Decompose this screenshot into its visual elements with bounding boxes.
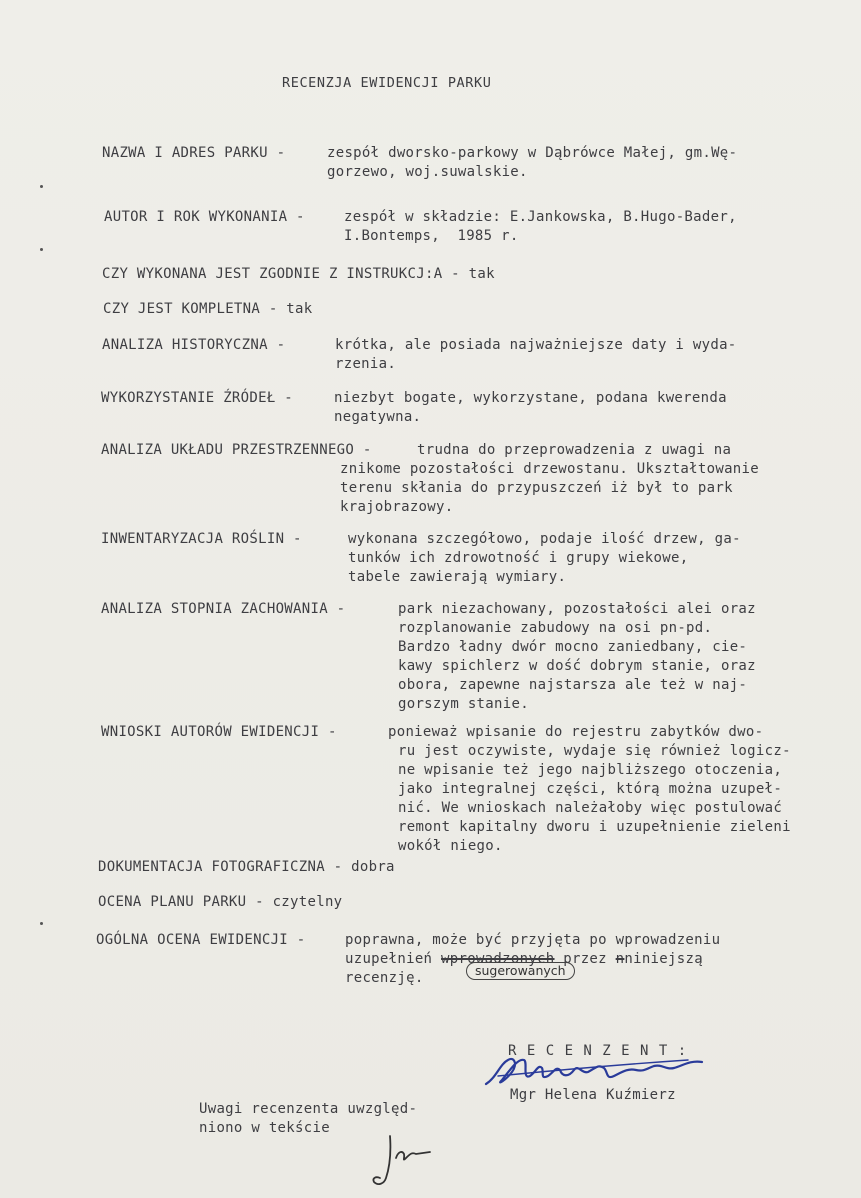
entry-text-rosliny: tunków ich zdrowotność i grupy wiekowe, — [348, 550, 689, 566]
entry-text-autor: zespół w składzie: E.Jankowska, B.Hugo-Bader, — [344, 209, 737, 225]
entry-label-wnioski: WNIOSKI AUTORÓW EWIDENCJI - — [101, 724, 337, 740]
reviewer-heading: R E C E N Z E N T : — [508, 1043, 688, 1059]
entry-text-rosliny: tabele zawierają wymiary. — [348, 569, 567, 585]
entry-text-zachowanie: obora, zapewne najstarsza ale też w naj- — [398, 677, 748, 693]
text-segment: niniejszą — [624, 951, 703, 967]
entry-text-rosliny: wykonana szczegółowo, podaje ilość drzew, ga- — [348, 531, 741, 547]
struck-text: wprowadzonych — [441, 951, 555, 967]
text-segment: przez — [563, 951, 607, 967]
entry-label-rosliny: INWENTARYZACJA ROŚLIN - — [101, 531, 302, 547]
entry-text-uklad: znikome pozostałości drzewostanu. Ukształtowanie — [340, 461, 759, 477]
entry-text-historyczna: krótka, ale posiada najważniejsze daty i wyda- — [335, 337, 737, 353]
entry-text-wnioski: ru jest oczywiste, wydaje się również logicz- — [398, 743, 791, 759]
note-text: niono w tekście — [199, 1120, 330, 1136]
entry-plan: OCENA PLANU PARKU - czytelny — [98, 894, 343, 910]
entry-text-zrodla: negatywna. — [334, 409, 422, 425]
entry-label-ogolna: OGÓLNA OCENA EWIDENCJI - — [96, 932, 306, 948]
entry-text-wnioski: ponieważ wpisanie do rejestru zabytków dwo- — [388, 724, 764, 740]
entry-text-zachowanie: Bardzo ładny dwór mocno zaniedbany, cie- — [398, 639, 748, 655]
entry-label-zrodla: WYKORZYSTANIE ŹRÓDEŁ - — [101, 390, 294, 406]
entry-text-uklad: terenu skłania do przypuszczeń iż był to park — [340, 480, 733, 496]
entry-text-autor: I.Bontemps, 1985 r. — [344, 228, 519, 244]
punch-mark — [40, 922, 43, 925]
entry-text-nazwa: zespół dworsko-parkowy w Dąbrówce Małej, gm.Wę- — [327, 145, 738, 161]
entry-text-wnioski: wokół niego. — [398, 838, 503, 854]
entry-label-autor: AUTOR I ROK WYKONANIA - — [104, 209, 305, 225]
document-title: RECENZJA EWIDENCJI PARKU — [282, 75, 492, 91]
text-segment: uzupełnień — [345, 951, 433, 967]
punch-mark — [40, 185, 43, 188]
approval-initials — [360, 1128, 440, 1190]
reviewer-name: Mgr Helena Kuźmierz — [510, 1087, 676, 1103]
entry-text-uklad: krajobrazowy. — [340, 499, 454, 515]
entry-kompletna: CZY JEST KOMPLETNA - tak — [103, 301, 313, 317]
punch-mark — [40, 248, 43, 251]
entry-text-wnioski: nić. We wnioskach należałoby więc postulować — [398, 800, 783, 816]
entry-label-zachowanie: ANALIZA STOPNIA ZACHOWANIA - — [101, 601, 346, 617]
entry-zgodnosc: CZY WYKONANA JEST ZGODNIE Z INSTRUKCJ:A - tak — [102, 266, 495, 282]
entry-dokumentacja: DOKUMENTACJA FOTOGRAFICZNA - dobra — [98, 859, 395, 875]
entry-text-nazwa: gorzewo, woj.suwalskie. — [327, 164, 528, 180]
entry-text-zachowanie: park niezachowany, pozostałości alei oraz — [398, 601, 756, 617]
entry-label-historyczna: ANALIZA HISTORYCZNA - — [102, 337, 286, 353]
handwritten-insertion: sugerowanych — [466, 962, 575, 980]
entry-label-uklad: ANALIZA UKŁADU PRZESTRZENNEGO - — [101, 442, 372, 458]
note-text: Uwagi recenzenta uwzględ- — [199, 1101, 418, 1117]
entry-text-zrodla: niezbyt bogate, wykorzystane, podana kwerenda — [334, 390, 727, 406]
entry-text-uklad: trudna do przeprowadzenia z uwagi na — [417, 442, 732, 458]
entry-text-historyczna: rzenia. — [335, 356, 397, 372]
struck-text: n — [615, 951, 625, 967]
entry-text-wnioski: remont kapitalny dworu i uzupełnienie zieleni — [398, 819, 791, 835]
entry-text-wnioski: ne wpisanie też jego najbliższego otoczenia, — [398, 762, 783, 778]
entry-text-zachowanie: gorszym stanie. — [398, 696, 529, 712]
entry-text-ogolna: poprawna, może być przyjęta po wprowadzeniu — [345, 932, 721, 948]
entry-label-nazwa: NAZWA I ADRES PARKU - — [102, 145, 286, 161]
entry-text-zachowanie: rozplanowanie zabudowy na osi pn-pd. — [398, 620, 713, 636]
entry-text-wnioski: jako integralnej części, którą można uzupeł- — [398, 781, 783, 797]
entry-text-zachowanie: kawy spichlerz w dość dobrym stanie, oraz — [398, 658, 756, 674]
entry-text-ogolna: recenzję. — [345, 970, 424, 986]
